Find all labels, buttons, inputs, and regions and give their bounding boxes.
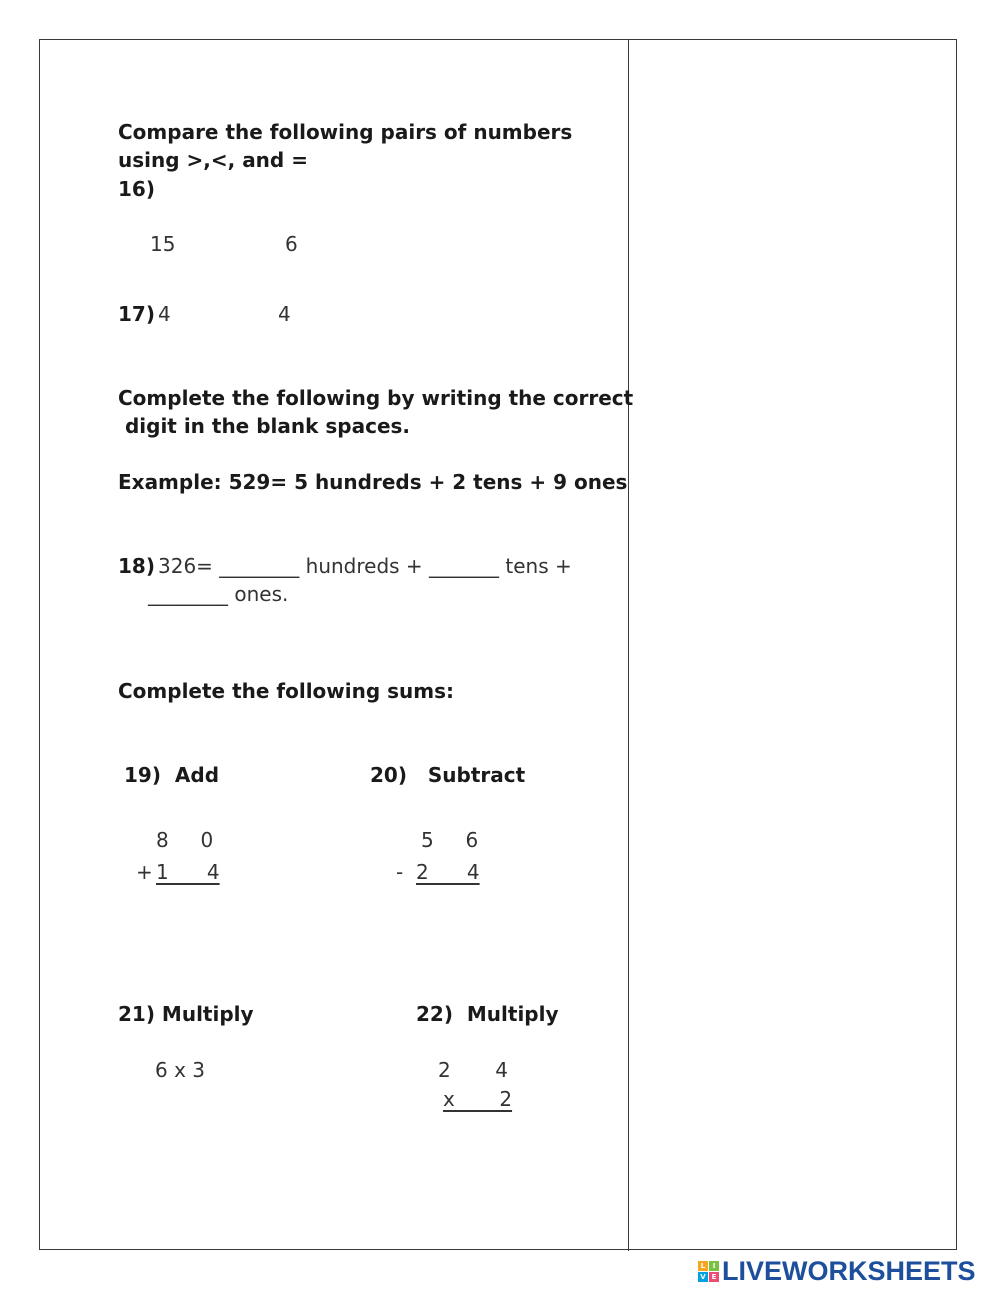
q21-expression: 6 x 3 — [155, 1058, 205, 1082]
logo-block-l: L — [698, 1261, 708, 1271]
q18-label: 18) — [118, 554, 155, 578]
logo-block-v: V — [698, 1272, 708, 1282]
q20-sign: - — [396, 860, 404, 884]
column-divider — [628, 39, 629, 1251]
q20-bottom-row: 2 4 — [416, 860, 480, 884]
q17-number-a: 4 — [158, 302, 171, 326]
logo-blocks-icon — [698, 1261, 719, 1282]
logo-block-e: E — [709, 1272, 719, 1282]
q18-text-line1: 326= ________ hundreds + _______ tens + — [158, 554, 572, 578]
q19-label: 19) Add — [124, 763, 220, 787]
q18-text-line2: ________ ones. — [148, 582, 289, 606]
q19-top-row: 8 0 — [156, 828, 214, 852]
q19-sign: + — [136, 860, 153, 884]
place-value-heading-line2: digit in the blank spaces. — [118, 414, 411, 438]
q22-label: 22) Multiply — [416, 1002, 559, 1026]
logo-block-i: I — [709, 1261, 719, 1271]
q21-label: 21) Multiply — [118, 1002, 254, 1026]
place-value-heading-line1: Complete the following by writing the correct — [118, 386, 634, 410]
q22-bottom-row: x 2 — [443, 1087, 513, 1111]
q17-number-b: 4 — [278, 302, 291, 326]
q16-number-a: 15 — [150, 232, 176, 256]
q19-bottom-row: 1 4 — [156, 860, 220, 884]
q16-label: 16) — [118, 177, 155, 201]
logo-text: LIVEWORKSHEETS — [722, 1255, 976, 1286]
compare-heading-line1: Compare the following pairs of numbers — [118, 120, 573, 144]
place-value-example: Example: 529= 5 hundreds + 2 tens + 9 ones — [118, 470, 628, 494]
compare-heading-line2: using >,<, and = — [118, 148, 308, 172]
q22-top-row: 2 4 — [438, 1058, 508, 1082]
q16-number-b: 6 — [285, 232, 298, 256]
q17-label: 17) — [118, 302, 155, 326]
q20-label: 20) Subtract — [370, 763, 526, 787]
sums-heading: Complete the following sums: — [118, 679, 455, 703]
q20-top-row: 5 6 — [421, 828, 479, 852]
liveworksheets-logo[interactable] — [698, 1256, 976, 1286]
